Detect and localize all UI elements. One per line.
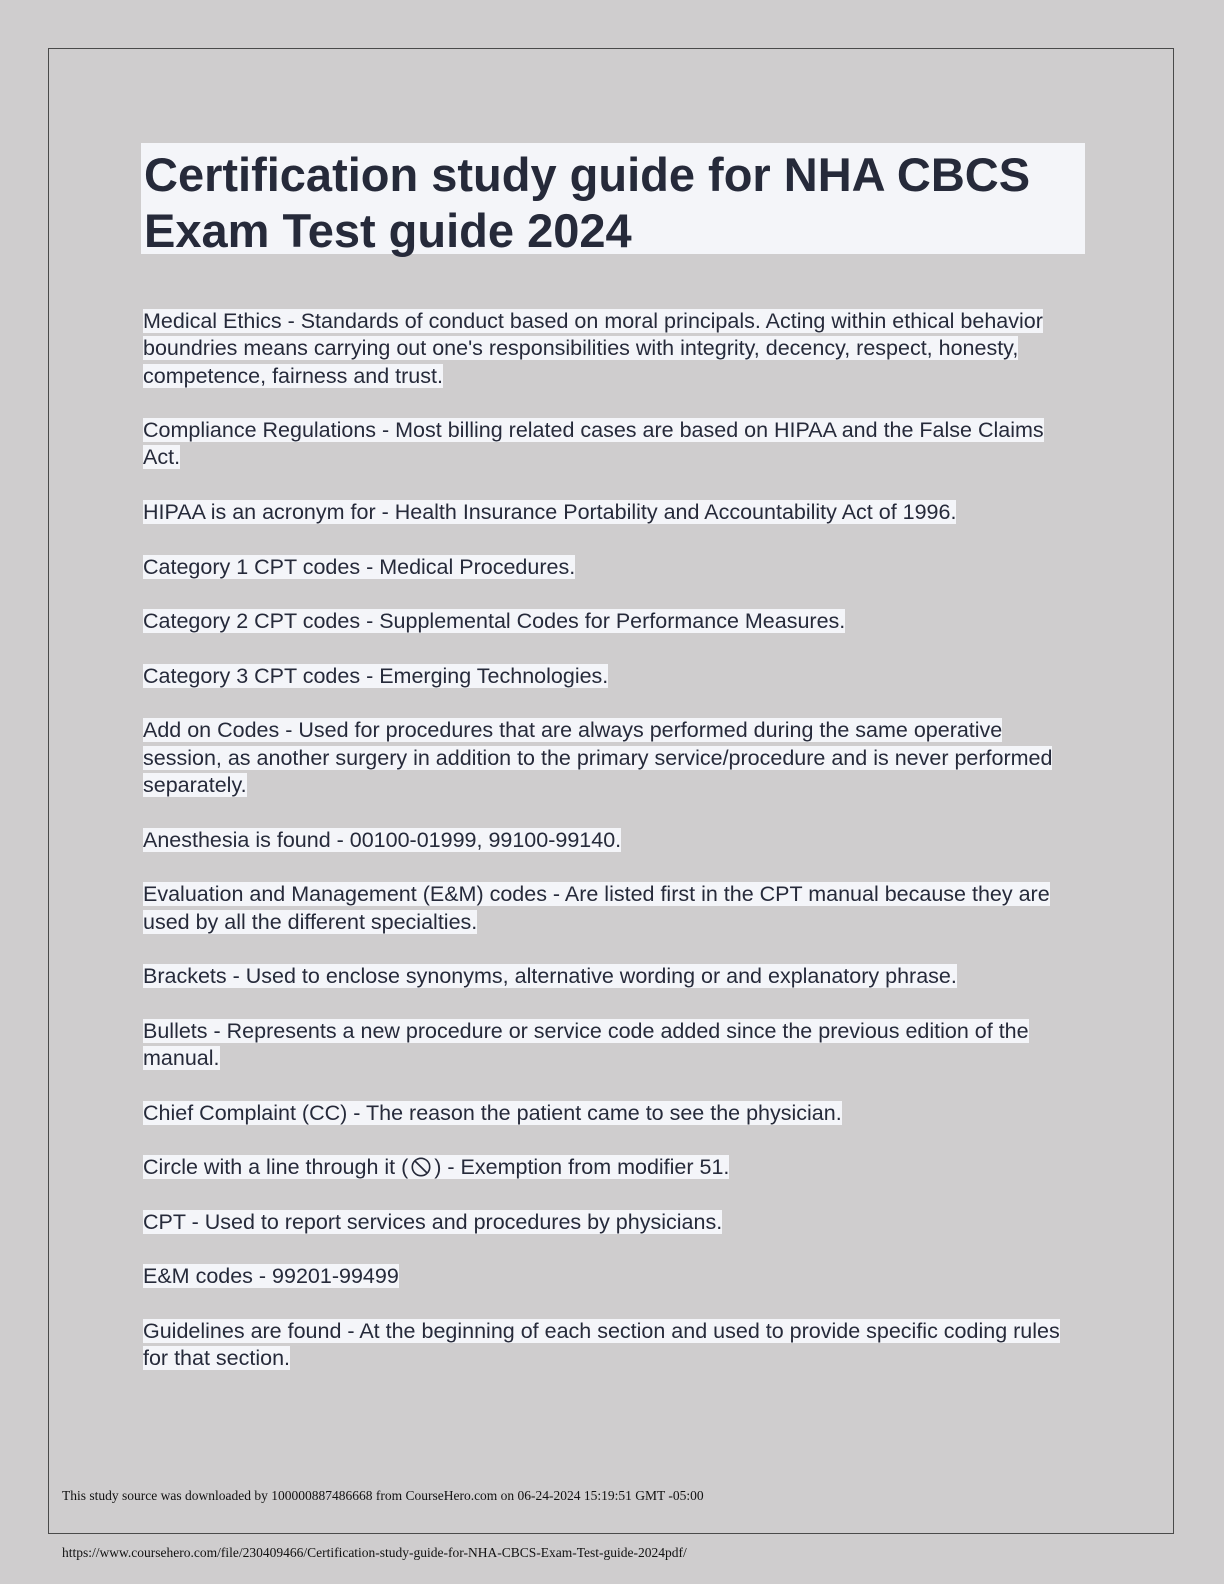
entry-item (143, 1154, 1083, 1181)
entry-item (143, 417, 1083, 472)
title-block (141, 143, 1085, 257)
entry-text: Guidelines are found - At the beginning of each section and used to provide specific coding rules for that section. (143, 1318, 1060, 1371)
entry-text: E&M codes - 99201-99499 (143, 1264, 399, 1289)
entry-item (143, 1263, 1083, 1290)
entry-text: Chief Complaint (CC) - The reason the patient came to see the physician. (143, 1100, 842, 1125)
entry-item (143, 499, 1083, 526)
entry-text: Category 2 CPT codes - Supplemental Codes for Performance Measures. (143, 609, 846, 634)
entry-item (143, 1018, 1083, 1073)
entry-item (143, 1100, 1083, 1127)
entry-text: Compliance Regulations - Most billing related cases are based on HIPAA and the False Claims Act. (143, 418, 1044, 470)
entry-text: CPT - Used to report services and procedures by physicians. (143, 1209, 723, 1234)
download-source-note: This study source was downloaded by 100000887486668 from CourseHero.com on 06-24-2024 15:19:51 GMT -05:00 (62, 1488, 704, 1503)
entry-item (143, 1318, 1083, 1373)
entry-text: Category 3 CPT codes - Emerging Technologies. (143, 663, 609, 688)
entry-list (143, 308, 1083, 1400)
entry-item (143, 554, 1083, 581)
entry-text: Medical Ethics - Standards of conduct based on moral principals. Acting within ethical behavior boundries means carrying out one's responsibilities with integrity, decency, respect, honesty, competence, fairness and trust. (143, 309, 1043, 388)
entry-item (143, 608, 1083, 635)
entry-item (143, 663, 1083, 690)
entry-text (143, 1155, 729, 1179)
entry-text-after: ) - Exemption from modifier 51. (434, 1155, 730, 1180)
document-title: Certification study guide for NHA CBCS Exam Test guide 2024 (144, 148, 1031, 257)
entry-item (143, 881, 1083, 936)
entry-text: Brackets - Used to enclose synonyms, alternative wording or and explanatory phrase. (143, 964, 957, 989)
entry-text: HIPAA is an acronym for - Health Insurance Portability and Accountability Act of 1996. (143, 500, 957, 525)
entry-item (143, 308, 1083, 390)
entry-text: Anesthesia is found - 00100-01999, 99100-99140. (143, 827, 622, 852)
entry-item (143, 827, 1083, 854)
entry-text: Add on Codes - Used for procedures that are always performed during the same operative session, as another surgery in addition to the primary service/procedure and is never performed separately. (143, 718, 1053, 798)
entry-item (143, 717, 1083, 799)
prohibited-circle-icon (410, 1156, 432, 1178)
entry-text: Evaluation and Management (E&M) codes - Are listed first in the CPT manual because they are used by all the different specialties. (143, 882, 1050, 934)
entry-text: Bullets - Represents a new procedure or service code added since the previous edition of the manual. (143, 1018, 1029, 1071)
entry-text-before: Circle with a line through it ( (143, 1155, 409, 1180)
entry-item (143, 963, 1083, 990)
source-url: https://www.coursehero.com/file/230409466/Certification-study-guide-for-NHA-CBCS-Exam-Test-guide-2024pdf/ (62, 1545, 687, 1560)
entry-text: Category 1 CPT codes - Medical Procedures. (143, 554, 576, 579)
entry-item (143, 1209, 1083, 1236)
